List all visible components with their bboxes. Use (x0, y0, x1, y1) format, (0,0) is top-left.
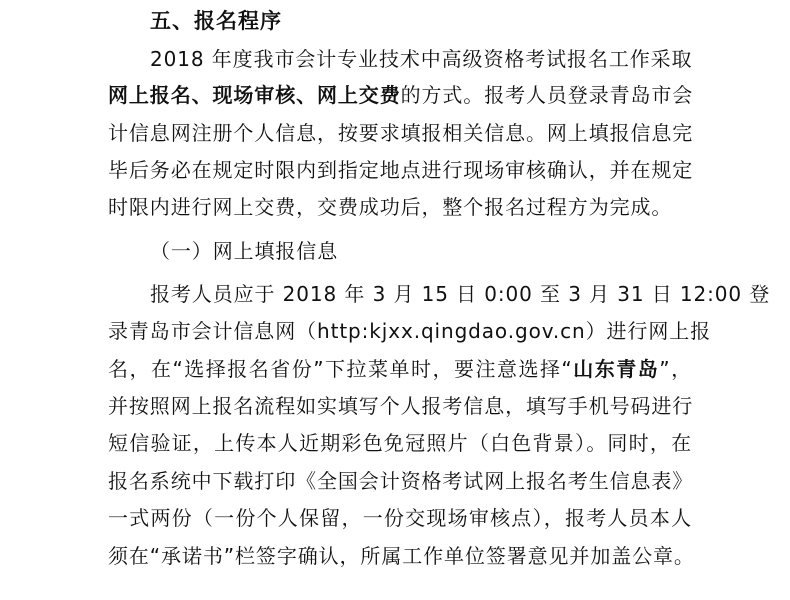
paragraph-2-line-3 (108, 354, 692, 384)
paragraph-2-line-3-post: ”， (659, 357, 692, 381)
paragraph-1-line-2 (108, 80, 692, 110)
paragraph-2-line-8: 须在“承诺书”栏签字确认，所属工作单位签署意见并加盖公章。 (108, 544, 695, 568)
paragraph-2-line-6: 报名系统中下载打印《全国会计资格考试网上报名考生信息表》 (108, 469, 694, 493)
paragraph-2-line-2: 录青岛市会计信息网（http:kjxx.qingdao.gov.cn）进行网上报 (108, 319, 712, 343)
paragraph-1-line-2-rest: 的方式。报考人员登录青岛市会 (400, 83, 694, 107)
paragraph-2-line-5: 短信验证，上传本人近期彩色免冠照片（白色背景）。同时，在 (108, 431, 692, 455)
emphasis-shandong-qingdao: 山东青岛 (572, 357, 660, 381)
paragraph-2-line-4: 并按照网上报名流程如实填写个人报考信息，填写手机号码进行 (108, 394, 694, 418)
emphasis-registration-methods: 网上报名、现场审核、网上交费 (108, 83, 401, 107)
paragraph-1-line-1: 2018 年度我市会计专业技术中高级资格考试报名工作采取 (150, 47, 693, 71)
paragraph-2-line-7: 一式两份（一份个人保留，一份交现场审核点），报考人员本人 (108, 506, 692, 530)
paragraph-2-line-3-pre: 名，在“选择报名省份”下拉菜单时，要注意选择“ (108, 357, 573, 381)
paragraph-1-line-3: 计信息网注册个人信息，按要求填报相关信息。网上填报信息完 (108, 121, 694, 145)
paragraph-1-line-5: 时限内进行网上交费，交费成功后，整个报名过程方为完成。 (108, 195, 673, 219)
paragraph-2-line-1: 报考人员应于 2018 年 3 月 15 日 0:00 至 3 月 31 日 12:00 登 (150, 282, 771, 306)
section-heading: 五、报名程序 (150, 9, 282, 33)
subheading: （一）网上填报信息 (150, 239, 339, 263)
paragraph-1-line-4: 毕后务必在规定时限内到指定地点进行现场审核确认，并在规定 (108, 158, 694, 182)
